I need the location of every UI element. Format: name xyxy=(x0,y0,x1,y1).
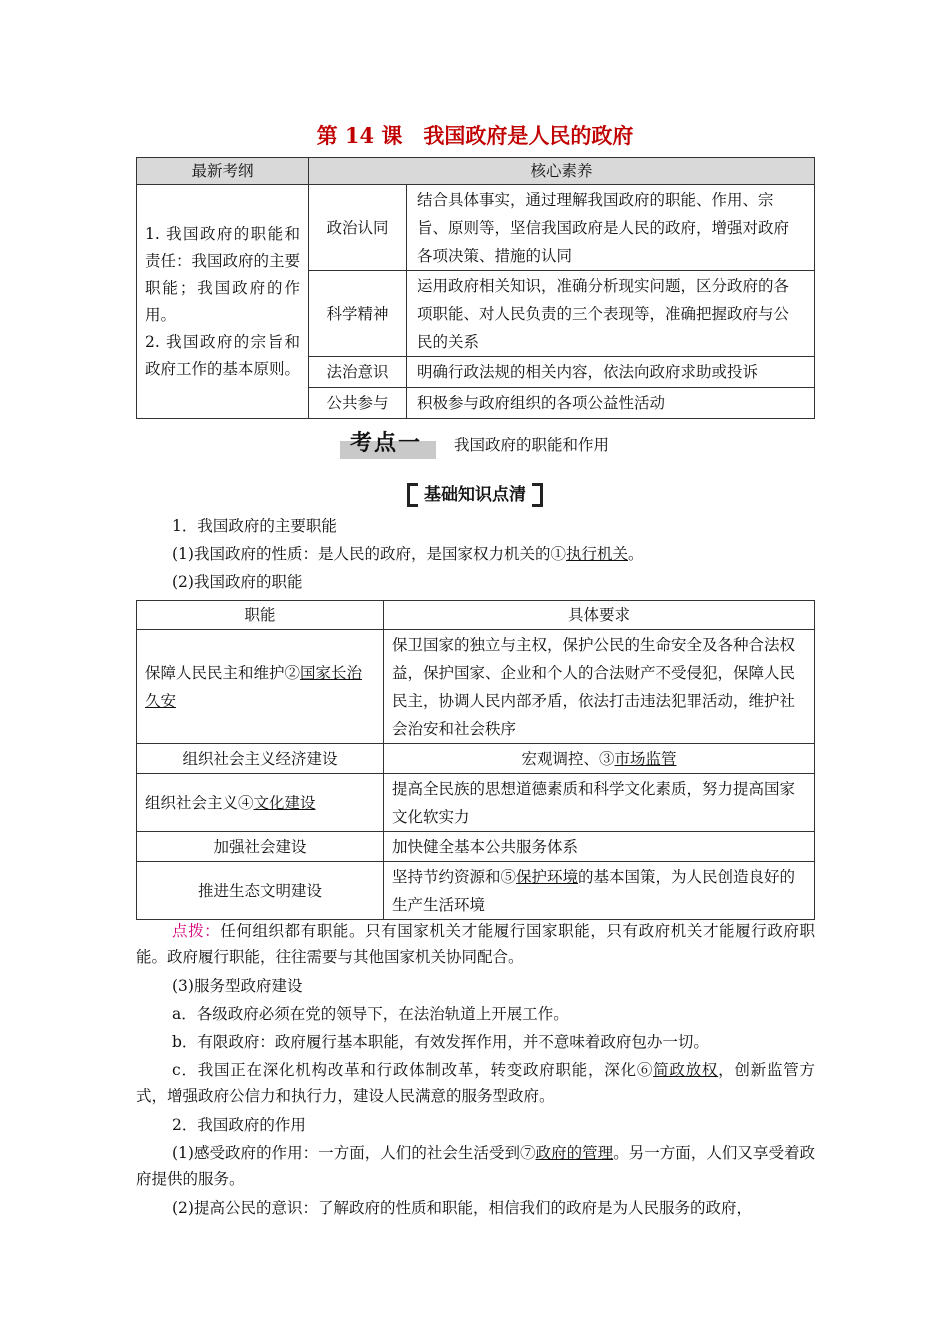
text: 宏观调控、③ xyxy=(521,749,615,768)
tip-label: 点拨： xyxy=(172,922,221,940)
literacy-desc: 结合具体事实，通过理解我国政府的职能、作用、宗旨、原则等，坚信我国政府是人民的政府，增强对政府各项决策、措施的认同 xyxy=(407,185,815,271)
outline-left-cell xyxy=(137,185,309,419)
section-1-3a: a．各级政府必须在党的领导下，在法治轨道上开展工作。 xyxy=(172,1005,569,1023)
answer: 政府的管理 xyxy=(535,1144,614,1162)
function-cell: 推进生态文明建设 xyxy=(137,862,384,920)
requirement-cell: 加快健全基本公共服务体系 xyxy=(384,832,815,862)
tip-paragraph xyxy=(136,918,815,970)
left-bracket-icon xyxy=(407,483,418,507)
section-1-heading: 1．我国政府的主要职能 xyxy=(172,517,337,535)
answer: 国家长治久安 xyxy=(145,663,363,710)
answer: 市场监管 xyxy=(614,749,677,768)
text: c．我国正在深化机构改革和行政体制改革，转变政府职能，深化⑥ xyxy=(172,1061,654,1079)
outline-left-text-1: 1. 我国政府的职能和责任：我国政府的主要职能；我国政府的作用。 xyxy=(145,224,301,324)
outline-left-text-2: 2. 我国政府的宗旨和政府工作的基本原则。 xyxy=(145,332,301,378)
basic-knowledge-title: 基础知识点清 xyxy=(424,485,526,505)
requirement-cell: 保卫国家的独立与主权，保护公民的生命安全及各种合法权益，保护国家、企业和个人的合法财产不受侵犯，保障人民民主，协调人民内部矛盾，依法打击违法犯罪活动，维护社会治安和社会秩序 xyxy=(384,630,815,744)
literacy-name: 政治认同 xyxy=(309,185,407,271)
section-1-2: (2)我国政府的职能 xyxy=(172,573,303,591)
requirement-cell xyxy=(384,862,815,920)
text: ，创新监管方式，增强政府公信力和执行力，建设人民满意的服务型政府。 xyxy=(136,1061,815,1105)
literacy-name: 科学精神 xyxy=(309,271,407,357)
section-2-2: (2)提高公民的意识：了解政府的性质和职能，相信我们的政府是为人民服务的政府， xyxy=(172,1199,752,1217)
requirement-header: 具体要求 xyxy=(384,601,815,630)
answer: 简政放权 xyxy=(653,1061,719,1079)
section-2-heading: 2．我国政府的作用 xyxy=(172,1116,306,1134)
text: 组织社会主义④ xyxy=(145,793,254,812)
answer: 执行机关 xyxy=(565,545,628,563)
function-cell xyxy=(137,774,384,832)
literacy-desc: 积极参与政府组织的各项公益性活动 xyxy=(407,388,815,419)
literacy-desc: 运用政府相关知识，准确分析现实问题，区分政府的各项职能、对人民负责的三个表现等，准确把握政府与公民的关系 xyxy=(407,271,815,357)
outline-table xyxy=(136,157,815,419)
basic-knowledge-header xyxy=(0,480,950,507)
section-2-1 xyxy=(136,1140,815,1192)
text: 。 xyxy=(627,545,644,563)
text: (1)感受政府的作用：一方面，人们的社会生活受到⑦ xyxy=(172,1144,536,1162)
function-cell xyxy=(137,630,384,744)
function-cell: 加强社会建设 xyxy=(137,832,384,862)
kaodian-heading xyxy=(336,427,609,461)
requirement-cell xyxy=(384,744,815,774)
literacy-name: 公共参与 xyxy=(309,388,407,419)
tip-text: 任何组织都有职能。只有国家机关才能履行国家职能，只有政府机关才能履行政府职能。政府履行职能，往往需要与其他国家机关协同配合。 xyxy=(136,922,815,966)
lesson-title: 第 14 课 我国政府是人民的政府 xyxy=(316,123,634,148)
function-table xyxy=(136,600,815,920)
function-cell: 组织社会主义经济建设 xyxy=(137,744,384,774)
text: 保障人民民主和维护② xyxy=(145,663,301,682)
function-header: 职能 xyxy=(137,601,384,630)
literacy-name: 法治意识 xyxy=(309,357,407,388)
text: 。另一方面，人们又享受着政府提供的服务。 xyxy=(136,1144,815,1188)
text: (1)我国政府的性质：是人民的政府，是国家权力机关的① xyxy=(172,545,566,563)
section-1-3b: b．有限政府：政府履行基本职能，有效发挥作用，并不意味着政府包办一切。 xyxy=(172,1033,709,1051)
kaodian-badge xyxy=(336,429,436,459)
requirement-cell: 提高全民族的思想道德素质和科学文化素质，努力提高国家文化软实力 xyxy=(384,774,815,832)
kaodian-badge-text: 考点一 xyxy=(349,431,422,456)
section-1-3c xyxy=(136,1057,815,1109)
answer: 保护环境 xyxy=(516,867,579,886)
section-1-1 xyxy=(136,541,815,567)
kaodian-text: 我国政府的职能和作用 xyxy=(454,436,610,454)
right-bracket-icon xyxy=(532,483,543,507)
section-1-3: (3)服务型政府建设 xyxy=(172,977,303,995)
answer: 文化建设 xyxy=(253,793,316,812)
outline-header-left: 最新考纲 xyxy=(137,158,309,185)
text: 的基本国策，为人民创造良好的生产生活环境 xyxy=(392,867,796,914)
literacy-desc: 明确行政法规的相关内容，依法向政府求助或投诉 xyxy=(407,357,815,388)
text: 坚持节约资源和⑤ xyxy=(392,867,517,886)
outline-header-right: 核心素养 xyxy=(309,158,815,185)
